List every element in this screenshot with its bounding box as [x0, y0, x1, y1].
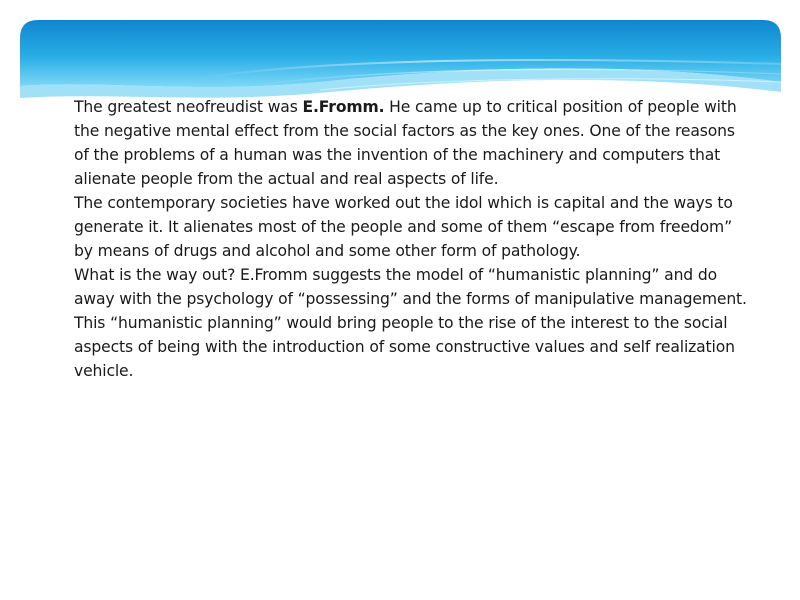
paragraph-way-out: What is the way out? E.Fromm suggests the model of “humanistic planning” and do away with the psychology of “possessing” and the forms of manipulative management. This “humanistic planning” would bring people to the rise of the interest to the social aspects of being with the introduction of some constructive values and self realization vehicle.: [74, 266, 747, 380]
paragraph-1-suffix: He came up to critical position of people with the negative mental effect from the social factors as the key ones. One of the reasons of the problems of a human was the invention of the machinery and computers that alienate people from the actual and real aspects of life.: [74, 98, 737, 188]
paragraph-contemporary-societies: The contemporary societies have worked out the idol which is capital and the ways to generate it. It alienates most of the people and some of them “escape from freedom” by means of drugs and alcohol and some other form of pathology.: [74, 194, 733, 260]
paragraph-fromm-intro: [74, 95, 754, 191]
body-text: [74, 95, 754, 383]
paragraph-1-bold-name: E.Fromm.: [302, 98, 385, 116]
paragraph-1-prefix: The greatest neofreudist was: [74, 98, 303, 116]
